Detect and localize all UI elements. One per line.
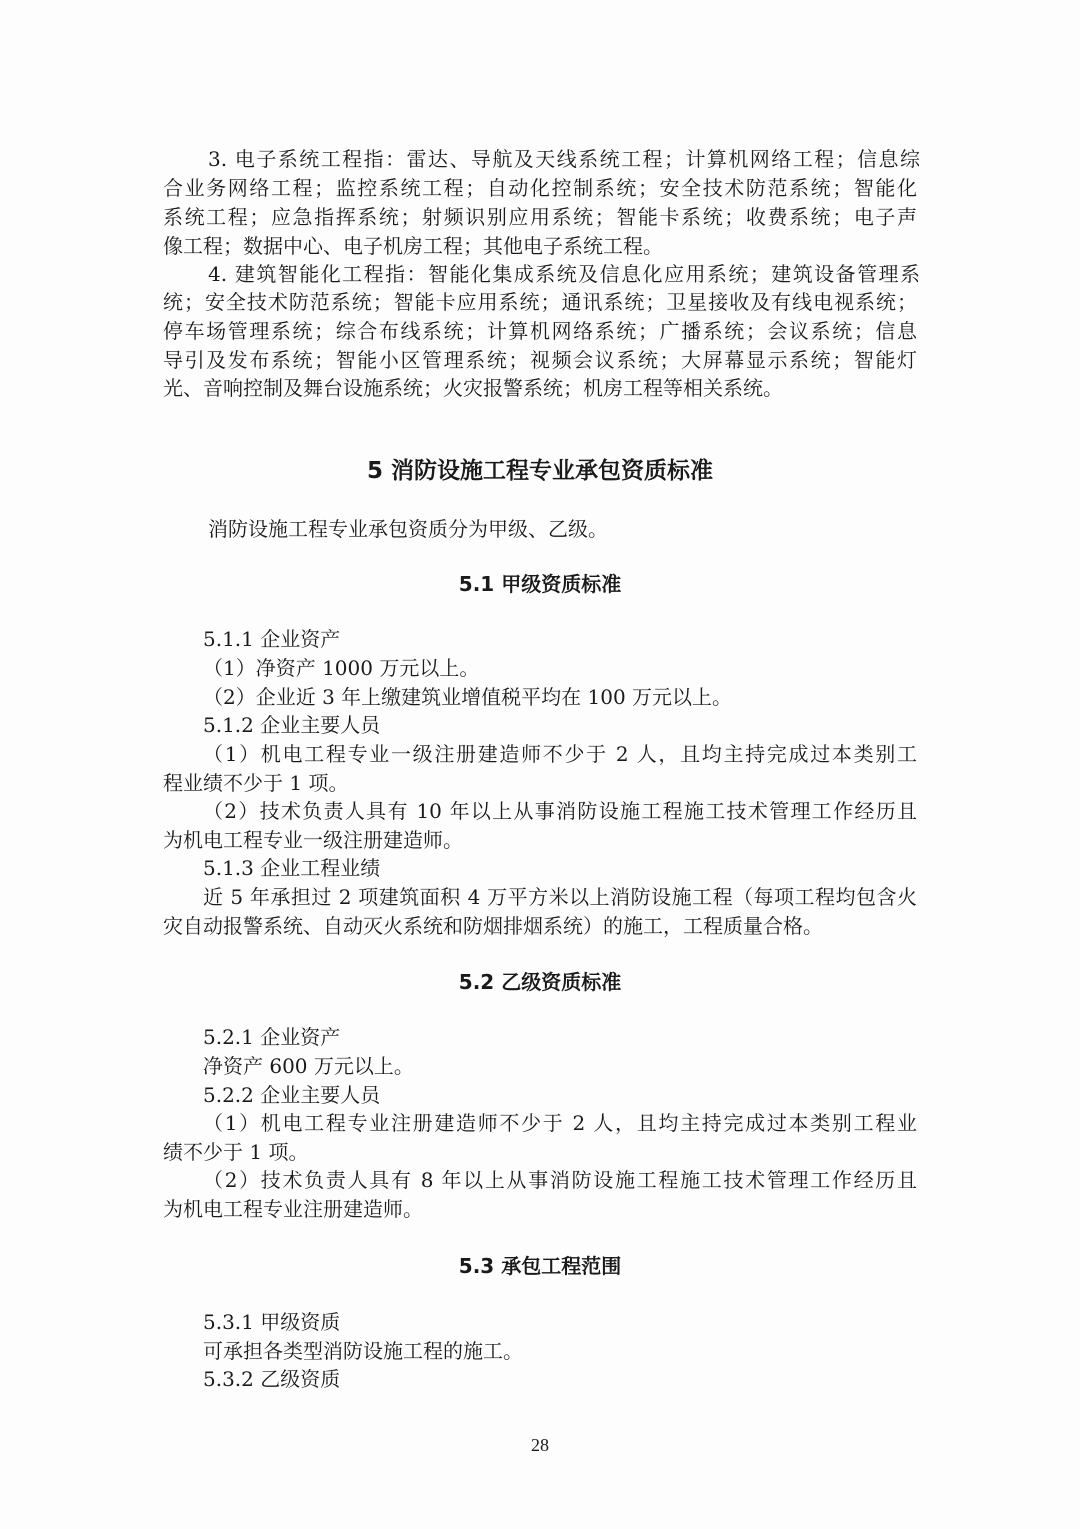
subsection-5-3-2-title: 5.3.2 乙级资质 (203, 1367, 341, 1391)
page-number: 28 (531, 1435, 549, 1455)
paragraph-3-line: 像工程；数据中心、电子机房工程；其他电子系统工程。 (163, 234, 663, 258)
subsection-5-3-1-title: 5.3.1 甲级资质 (203, 1310, 341, 1334)
subsection-5-1-1-title: 5.1.1 企业资产 (203, 627, 341, 651)
section-5-3-title: 5.3 承包工程范围 (458, 1254, 622, 1278)
paragraph-3-line: 系统工程；应急指挥系统；射频识别应用系统；智能卡系统；收费系统；电子声 (163, 205, 917, 229)
personnel-line: （1）机电工程专业注册建造师不少于 2 人，且均主持完成过本类别工程业 (203, 1111, 917, 1135)
personnel-line: （2）技术负责人具有 10 年以上从事消防设施工程施工技术管理工作经历且 (203, 799, 917, 823)
personnel-line: 为机电工程专业注册建造师。 (163, 1197, 423, 1221)
paragraph-4-line: 4. 建筑智能化工程指：智能化集成系统及信息化应用系统；建筑设备管理系 (208, 262, 920, 286)
personnel-line: （1）机电工程专业一级注册建造师不少于 2 人，且均主持完成过本类别工 (203, 742, 917, 766)
subsection-5-1-3-title: 5.1.3 企业工程业绩 (203, 856, 381, 880)
subsection-5-2-1-title: 5.2.1 企业资产 (203, 1025, 341, 1049)
scope-text: 可承担各类型消防设施工程的施工。 (203, 1339, 523, 1363)
subsection-5-1-2-title: 5.1.2 企业主要人员 (203, 713, 381, 737)
section-5-2-title: 5.2 乙级资质标准 (458, 970, 622, 994)
assets-item: （2）企业近 3 年上缴建筑业增值税平均在 100 万元以上。 (203, 685, 733, 709)
assets-item: （1）净资产 1000 万元以上。 (203, 656, 480, 680)
paragraph-4-line: 光、音响控制及舞台设施系统；火灾报警系统；机房工程等相关系统。 (163, 376, 783, 400)
section-5-title: 5 消防设施工程专业承包资质标准 (366, 458, 713, 484)
section-5-intro: 消防设施工程专业承包资质分为甲级、乙级。 (208, 517, 608, 541)
section-5-1-title: 5.1 甲级资质标准 (458, 572, 622, 596)
paragraph-4-line: 统；安全技术防范系统；智能卡应用系统；通讯系统；卫星接收及有线电视系统； (163, 290, 917, 314)
paragraph-4-line: 导引及发布系统；智能小区管理系统；视频会议系统；大屏幕显示系统；智能灯 (163, 348, 917, 372)
subsection-5-2-2-title: 5.2.2 企业主要人员 (203, 1083, 381, 1107)
personnel-line: （2）技术负责人具有 8 年以上从事消防设施工程施工技术管理工作经历且 (203, 1168, 917, 1192)
paragraph-3-line: 合业务网络工程；监控系统工程；自动化控制系统；安全技术防范系统；智能化 (163, 176, 917, 200)
personnel-line: 程业绩不少于 1 项。 (163, 771, 349, 795)
performance-line: 近 5 年承担过 2 项建筑面积 4 万平方米以上消防设施工程（每项工程均包含火 (203, 885, 917, 909)
assets-item: 净资产 600 万元以上。 (203, 1054, 414, 1078)
personnel-line: 为机电工程专业一级注册建造师。 (163, 828, 463, 852)
paragraph-4-line: 停车场管理系统；综合布线系统；计算机网络系统；广播系统；会议系统；信息 (163, 319, 917, 343)
performance-line: 灾自动报警系统、自动灭火系统和防烟排烟系统）的施工，工程质量合格。 (163, 914, 823, 938)
personnel-line: 绩不少于 1 项。 (163, 1140, 309, 1164)
paragraph-3-line: 3. 电子系统工程指：雷达、导航及天线系统工程；计算机网络工程；信息综 (208, 147, 920, 171)
